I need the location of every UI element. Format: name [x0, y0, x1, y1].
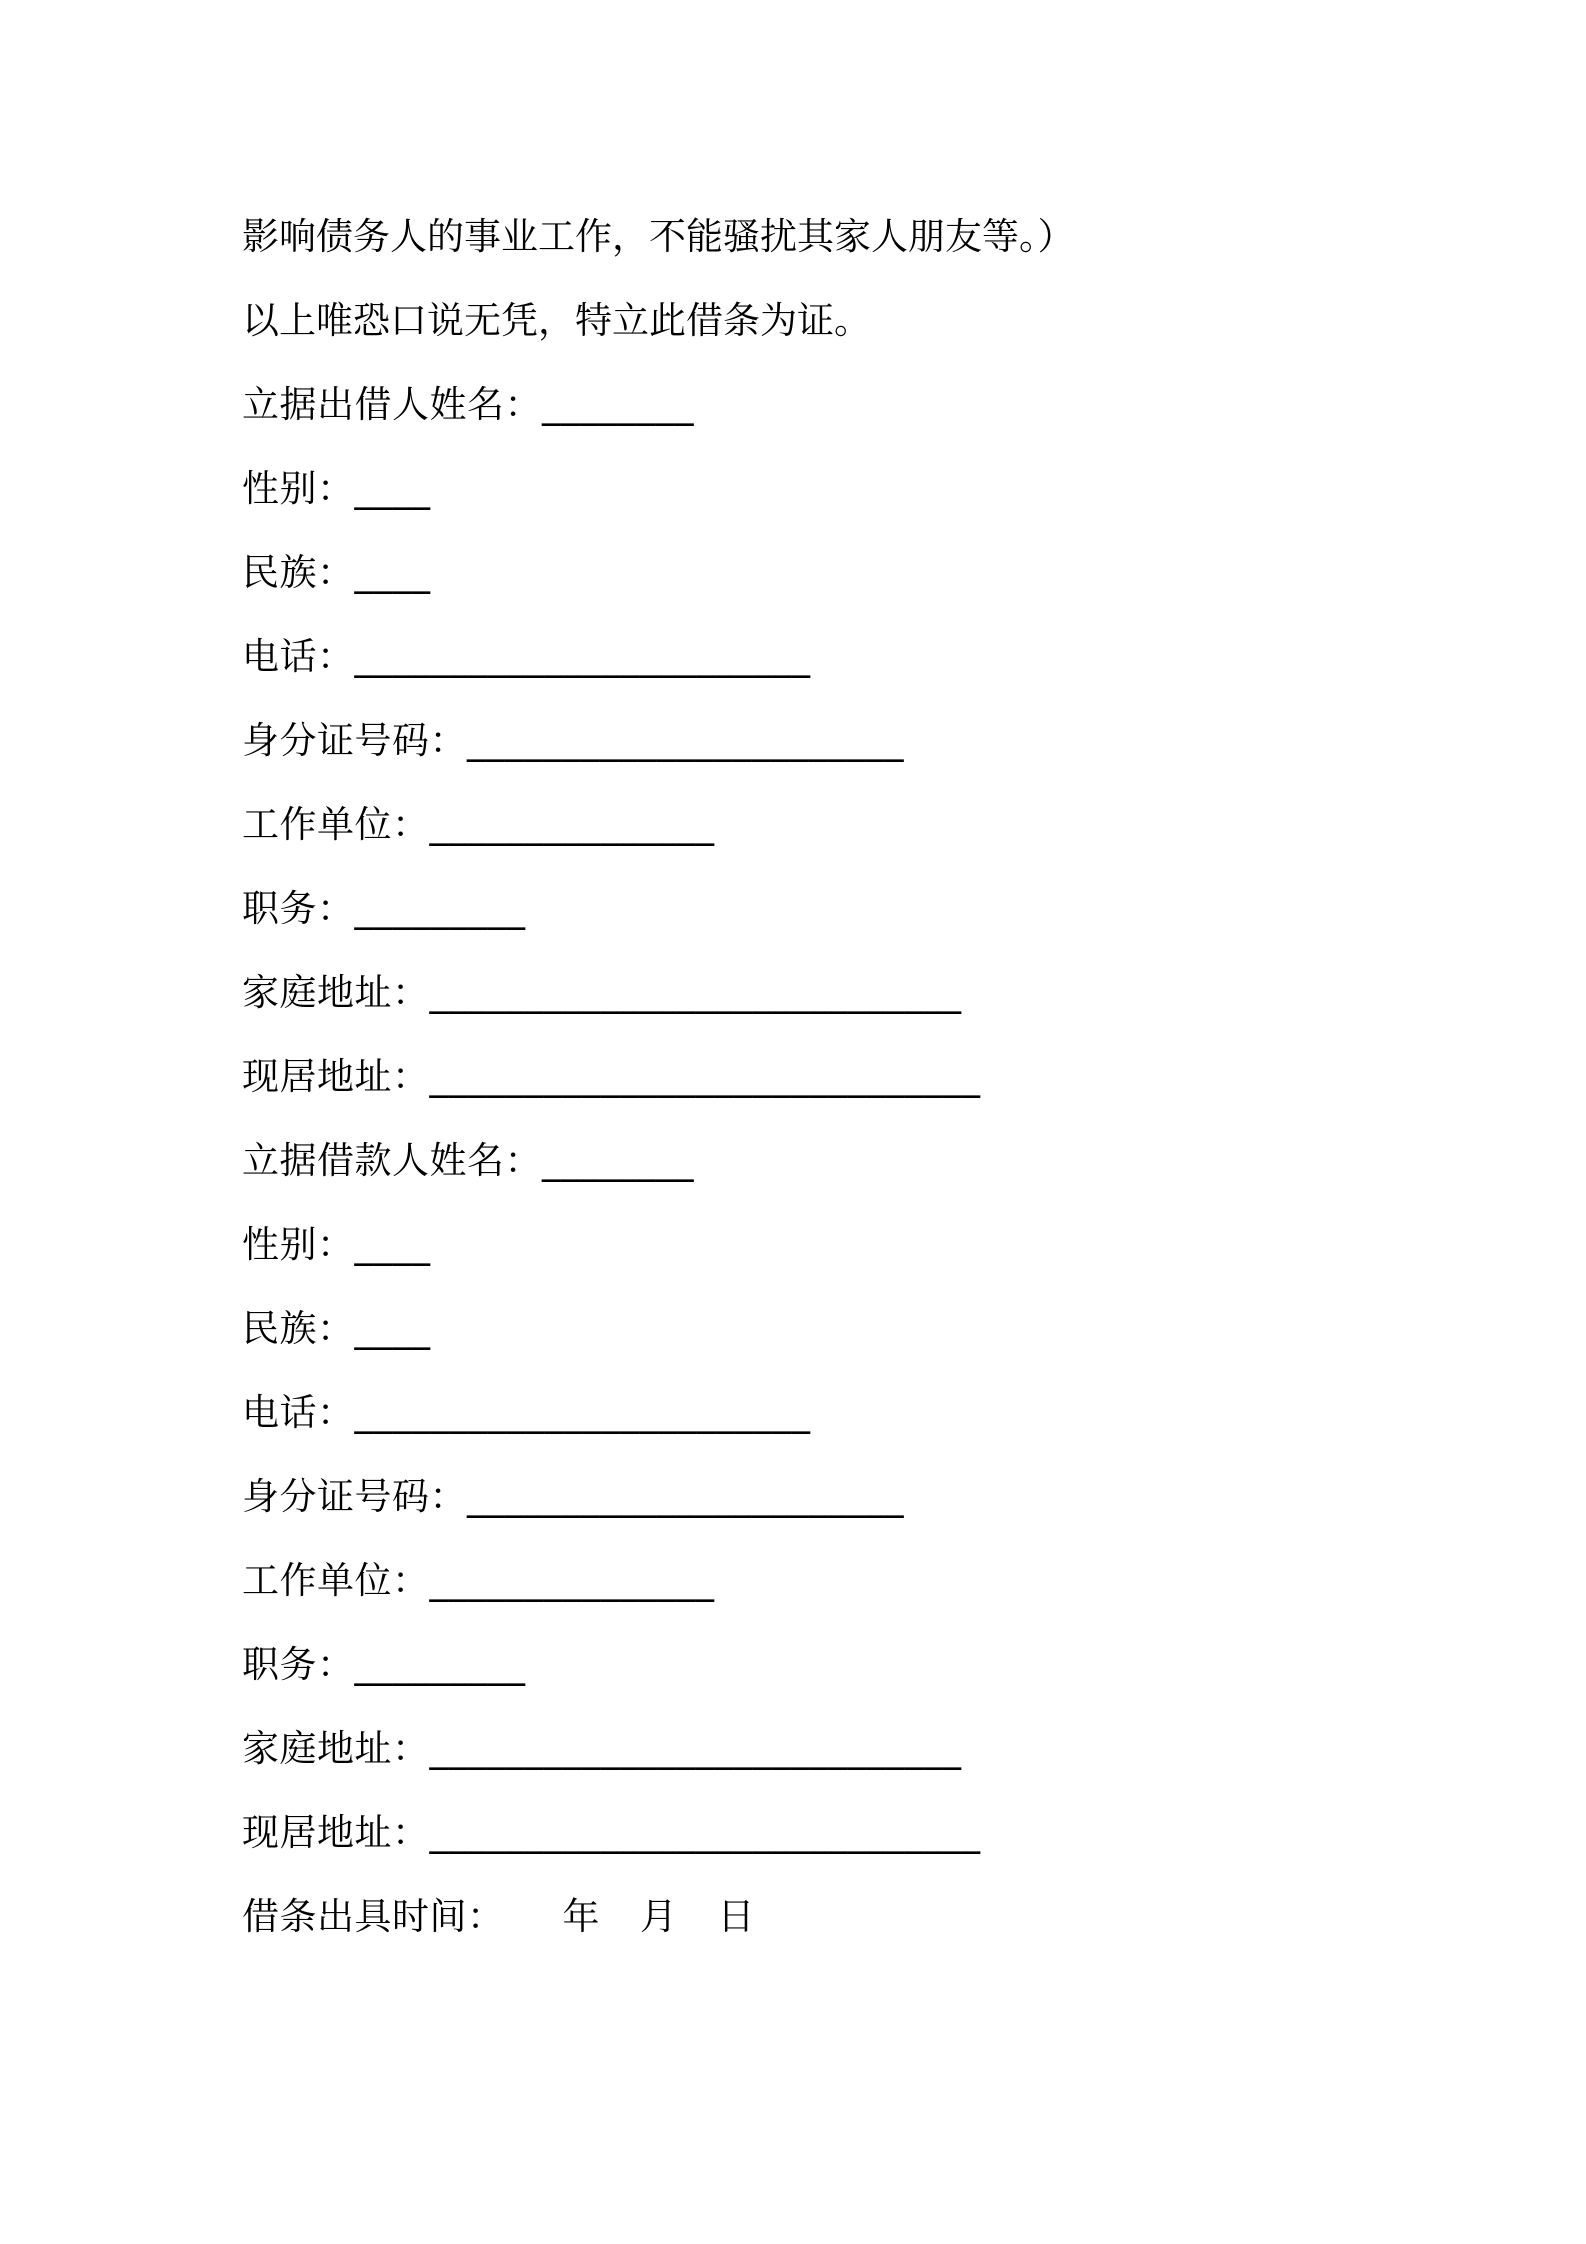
- borrower-name-line: [242, 1119, 1362, 1203]
- borrower-position-blank: _________: [354, 1643, 526, 1686]
- borrower-id-label: 身分证号码：: [242, 1475, 467, 1518]
- lender-ethnicity-label: 民族：: [242, 551, 355, 594]
- lender-phone-blank: ________________________: [354, 635, 811, 678]
- borrower-current-address-line: [242, 1791, 1362, 1875]
- lender-phone-label: 电话：: [242, 635, 355, 678]
- lender-home-address-blank: ____________________________: [429, 971, 962, 1014]
- lender-position-line: [242, 867, 1362, 951]
- lender-name-line: [242, 363, 1362, 447]
- borrower-name-label: 立据借款人姓名：: [242, 1139, 542, 1182]
- lender-position-label: 职务：: [242, 887, 355, 930]
- borrower-name-blank: ________: [542, 1139, 694, 1182]
- borrower-id-blank: _______________________: [467, 1475, 904, 1518]
- borrower-current-address-blank: _____________________________: [429, 1811, 981, 1854]
- borrower-position-label: 职务：: [242, 1643, 355, 1686]
- lender-current-address-blank: _____________________________: [429, 1055, 981, 1098]
- lender-home-address-line: [242, 951, 1362, 1035]
- lender-gender-line: [242, 447, 1362, 531]
- paragraph-statement: 以上唯恐口说无凭，特立此借条为证。: [242, 299, 871, 342]
- lender-gender-blank: ____: [354, 467, 431, 510]
- lender-current-address-line: [242, 1035, 1362, 1119]
- borrower-id-line: [242, 1455, 1362, 1539]
- borrower-phone-line: [242, 1371, 1362, 1455]
- lender-home-address-label: 家庭地址：: [242, 971, 430, 1014]
- document-body: [242, 195, 1362, 1959]
- lender-employer-label: 工作单位：: [242, 803, 430, 846]
- borrower-home-address-blank: ____________________________: [429, 1727, 962, 1770]
- borrower-gender-line: [242, 1203, 1362, 1287]
- borrower-position-line: [242, 1623, 1362, 1707]
- lender-id-line: [242, 699, 1362, 783]
- borrower-employer-blank: _______________: [429, 1559, 715, 1602]
- issue-date-label: 借条出具时间：: [242, 1895, 505, 1938]
- borrower-ethnicity-label: 民族：: [242, 1307, 355, 1350]
- borrower-gender-blank: ____: [354, 1223, 431, 1266]
- lender-phone-line: [242, 615, 1362, 699]
- borrower-gender-label: 性别：: [242, 1223, 355, 1266]
- lender-employer-line: [242, 783, 1362, 867]
- lender-name-blank: ________: [542, 383, 694, 426]
- borrower-home-address-label: 家庭地址：: [242, 1727, 430, 1770]
- issue-date-month: 月: [640, 1895, 678, 1938]
- lender-gender-label: 性别：: [242, 467, 355, 510]
- issue-date-year: 年: [562, 1895, 600, 1938]
- lender-id-label: 身分证号码：: [242, 719, 467, 762]
- lender-id-blank: _______________________: [467, 719, 904, 762]
- lender-employer-blank: _______________: [429, 803, 715, 846]
- lender-current-address-label: 现居地址：: [242, 1055, 430, 1098]
- borrower-phone-label: 电话：: [242, 1391, 355, 1434]
- lender-ethnicity-blank: ____: [354, 551, 431, 594]
- borrower-employer-label: 工作单位：: [242, 1559, 430, 1602]
- borrower-phone-blank: ________________________: [354, 1391, 811, 1434]
- lender-position-blank: _________: [354, 887, 526, 930]
- issue-date-day: 日: [717, 1895, 755, 1938]
- borrower-current-address-label: 现居地址：: [242, 1811, 430, 1854]
- borrower-ethnicity-line: [242, 1287, 1362, 1371]
- lender-ethnicity-line: [242, 531, 1362, 615]
- borrower-home-address-line: [242, 1707, 1362, 1791]
- borrower-ethnicity-blank: ____: [354, 1307, 431, 1350]
- issue-date-line: [242, 1875, 1362, 1959]
- borrower-employer-line: [242, 1539, 1362, 1623]
- paragraph-continuation: 影响债务人的事业工作，不能骚扰其家人朋友等。）: [242, 215, 1075, 258]
- lender-name-label: 立据出借人姓名：: [242, 383, 542, 426]
